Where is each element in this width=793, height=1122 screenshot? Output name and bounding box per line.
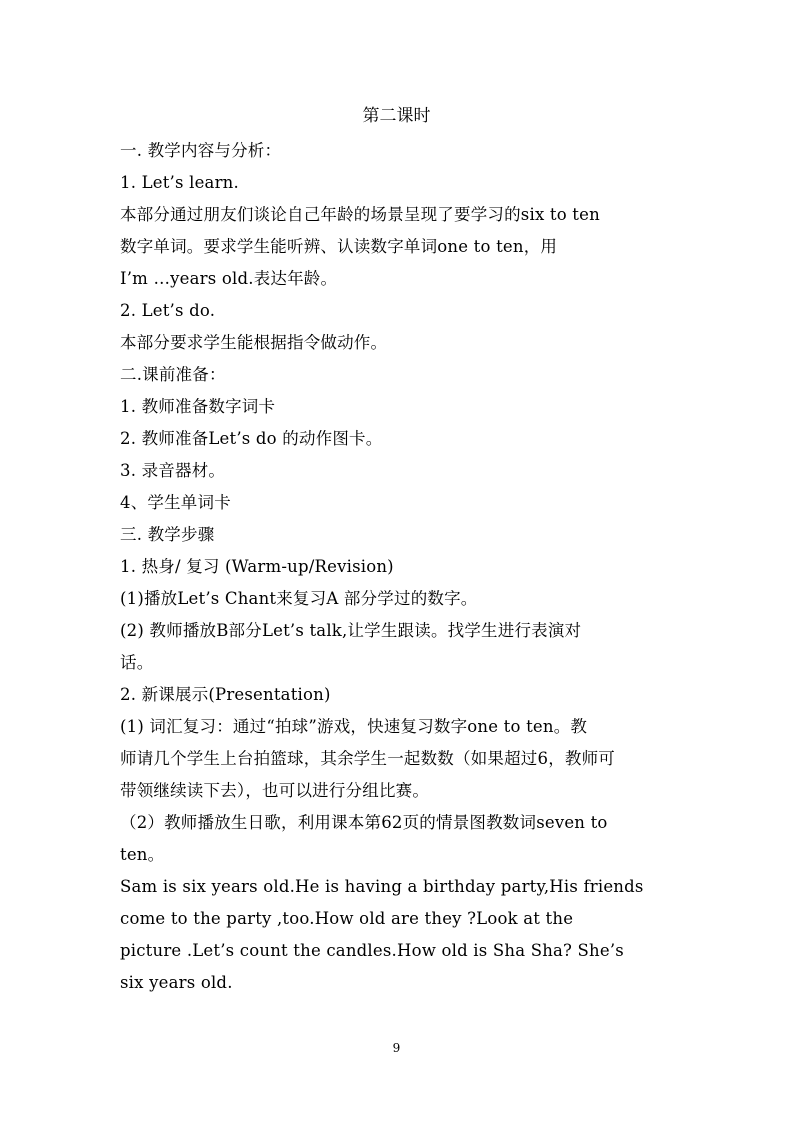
text-line: ten。 [120, 845, 165, 864]
text-line: Sam is six years old.He is having a birthday party,His friends [120, 877, 644, 896]
text-line: (1) 词汇复习：通过“拍球”游戏，快速复习数字one to ten。教 [120, 717, 588, 736]
text-line: 1. Let’s learn. [120, 173, 239, 192]
text-line: 1. 热身/ 复习 (Warm-up/Revision) [120, 557, 394, 576]
text-line: 3. 录音器材。 [120, 461, 226, 480]
text-line: (1)播放Let’s Chant来复习A 部分学过的数字。 [120, 589, 478, 608]
text-line: 三. 教学步骤 [120, 525, 215, 544]
text-line: 师请几个学生上台拍篮球，其余学生一起数数（如果超过6，教师可 [120, 749, 615, 768]
text-line: 带领继续读下去），也可以进行分组比赛。 [120, 781, 430, 800]
text-line: 2. 教师准备Let’s do 的动作图卡。 [120, 429, 383, 448]
text-line: 2. Let’s do. [120, 301, 216, 320]
text-line: 数字单词。要求学生能听辨、认读数字单词one to ten，用 [120, 237, 558, 256]
text-line: 话。 [120, 653, 154, 672]
text-line: 本部分通过朋友们谈论自己年龄的场景呈现了要学习的six to ten [120, 205, 600, 224]
text-line: come to the party ,too.How old are they ?Look at the [120, 909, 574, 928]
text-line: 2. 新课展示(Presentation) [120, 685, 331, 704]
text-line: 一. 教学内容与分析： [120, 141, 282, 160]
text-line: picture .Let’s count the candles.How old is Sha Sha? She’s [120, 941, 624, 960]
text-line: （2）教师播放生日歌，利用课本第62页的情景图教数词seven to [120, 813, 608, 832]
text-line: 1. 教师准备数字词卡 [120, 397, 276, 416]
page-number: 9 [392, 1041, 401, 1055]
text-line: 本部分要求学生能根据指令做动作。 [120, 333, 388, 352]
text-line: 二.课前准备： [120, 365, 226, 384]
text-line: I’m …years old.表达年龄。 [120, 269, 338, 288]
text-line: 4、学生单词卡 [120, 493, 231, 512]
document-body [120, 135, 680, 999]
text-line: six years old. [120, 973, 233, 992]
text-line: (2) 教师播放B部分Let’s talk,让学生跟读。找学生进行表演对 [120, 621, 582, 640]
lesson-title: 第二课时 [362, 106, 431, 126]
